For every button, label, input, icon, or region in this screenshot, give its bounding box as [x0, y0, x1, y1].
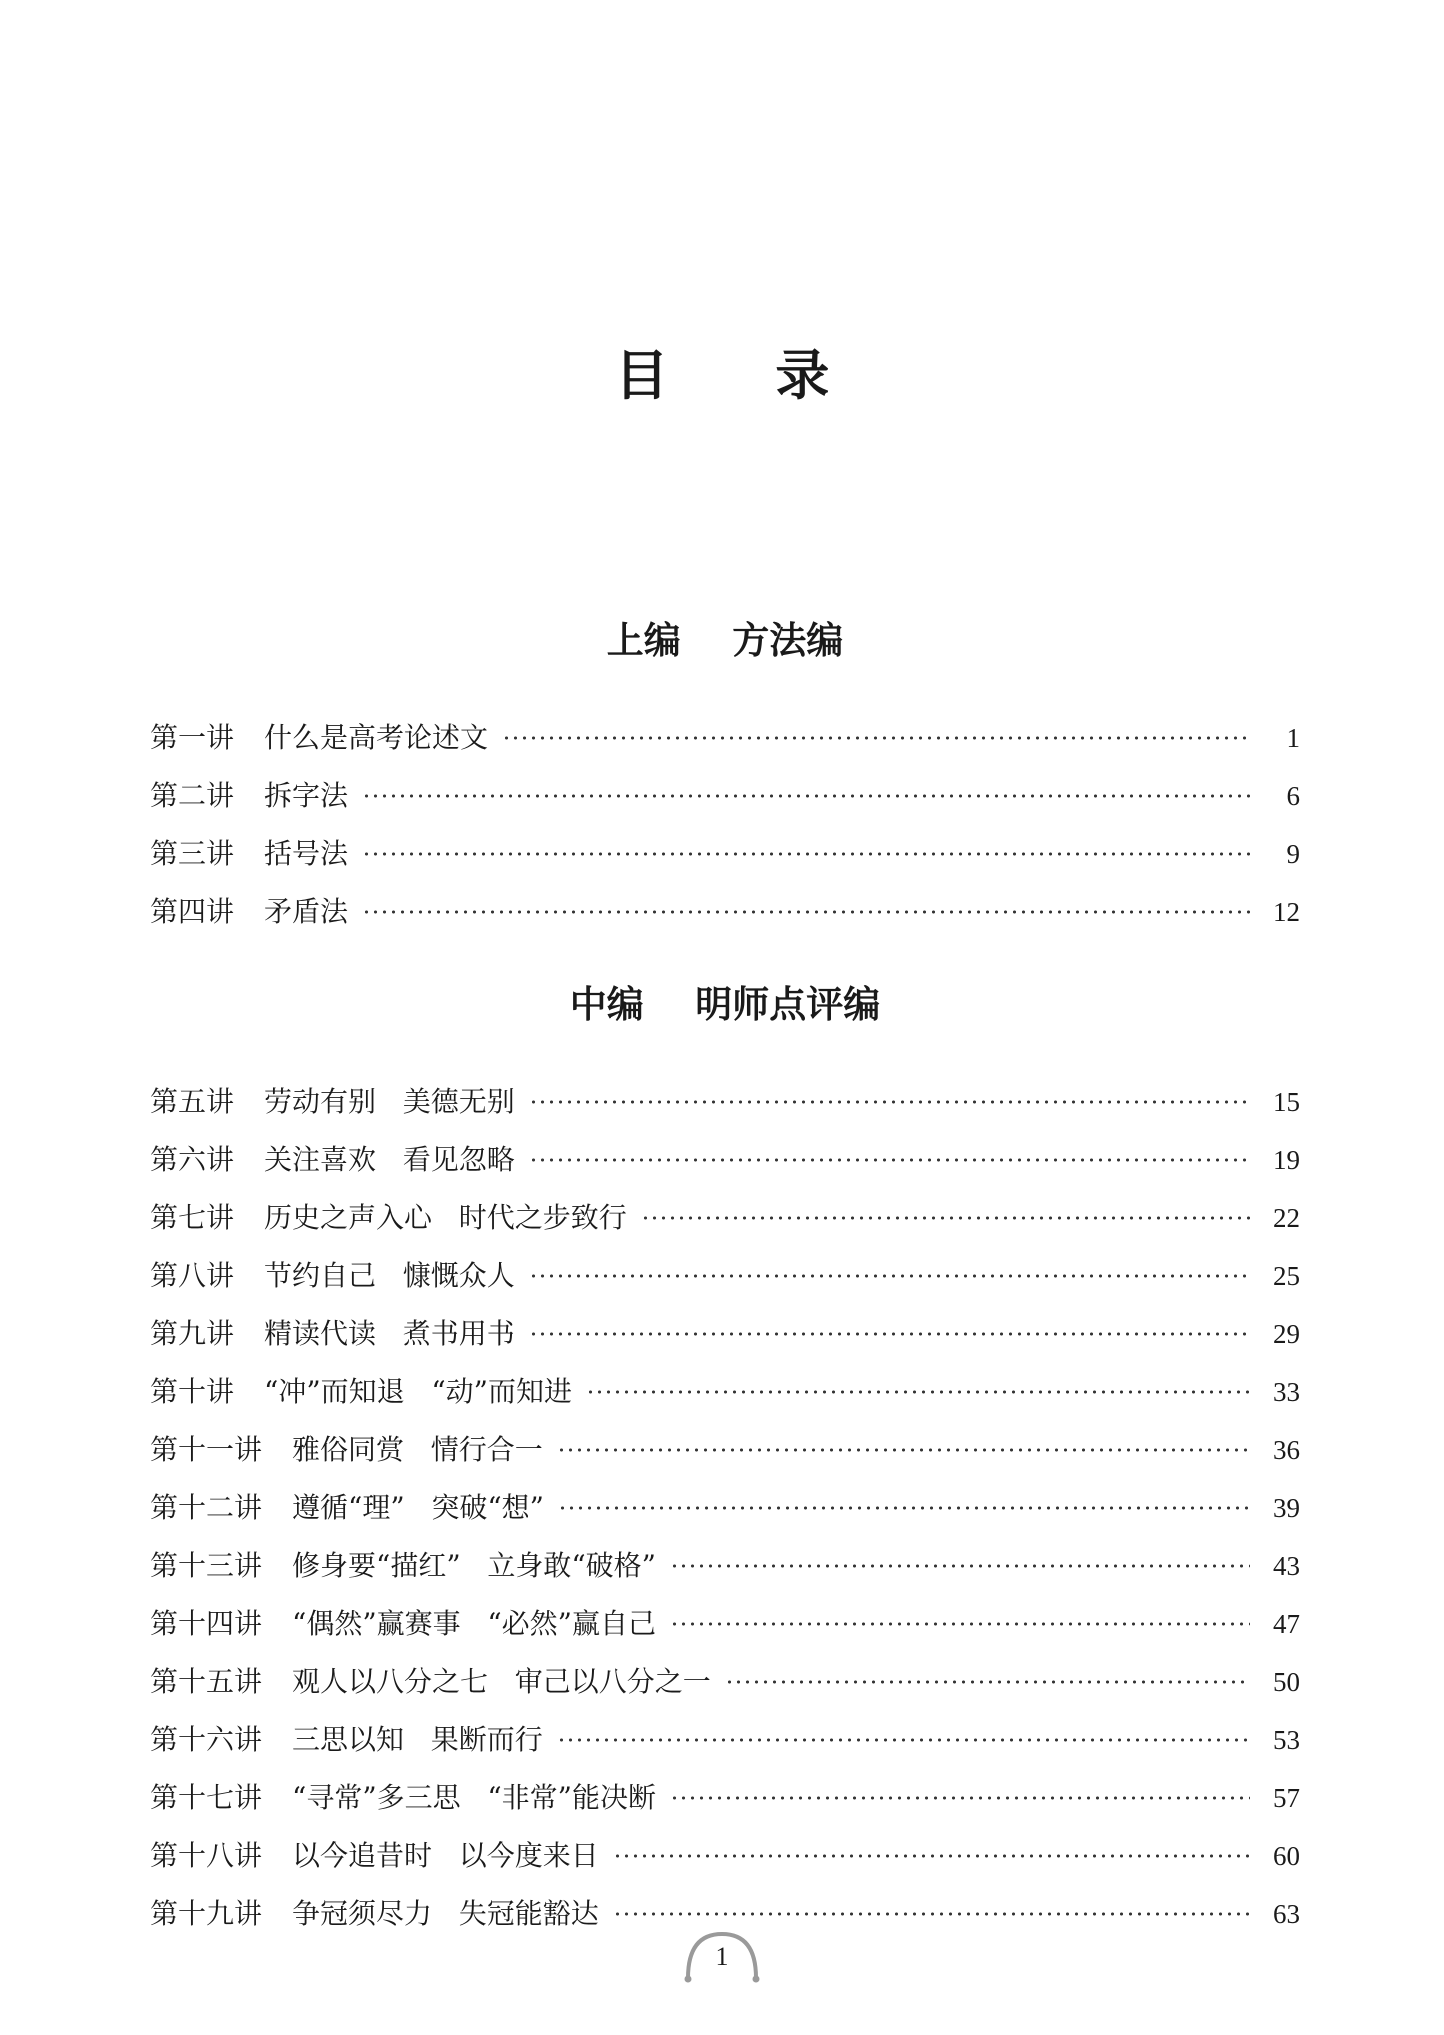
dot-leader	[557, 1737, 1250, 1743]
dot-leader	[502, 735, 1250, 741]
entry-page-number: 57	[1273, 1782, 1300, 1813]
entry-title: 什么是高考论述文	[264, 720, 489, 754]
toc-entry[interactable]	[150, 767, 1300, 825]
entry-title: “冲”而知退 “动”而知进	[264, 1374, 572, 1408]
toc-entry[interactable]	[150, 1247, 1300, 1305]
entry-title: 观人以八分之七 审己以八分之一	[292, 1664, 711, 1698]
toc-entry[interactable]	[150, 709, 1300, 767]
entry-chapter: 第十八讲	[150, 1838, 263, 1872]
entry-chapter: 第十三讲	[150, 1548, 263, 1582]
toc-entry[interactable]	[150, 1363, 1300, 1421]
dot-leader	[529, 1099, 1250, 1105]
entry-page-number: 43	[1273, 1550, 1300, 1581]
entry-title: 劳动有别 美德无别	[264, 1084, 515, 1118]
toc-entry[interactable]	[150, 1073, 1300, 1131]
section-middle	[150, 944, 1300, 1943]
entry-page-number: 19	[1273, 1144, 1300, 1175]
toc-entry[interactable]	[150, 1653, 1300, 1711]
entry-title: 雅俗同赏 情行合一	[292, 1432, 543, 1466]
dot-leader	[613, 1911, 1250, 1917]
entry-page-number: 12	[1273, 896, 1300, 927]
dot-leader	[362, 793, 1250, 799]
entry-page-number: 36	[1273, 1434, 1300, 1465]
toc-entry[interactable]	[150, 1537, 1300, 1595]
entry-title: 以今追昔时 以今度来日	[292, 1838, 599, 1872]
entry-page-number: 29	[1273, 1318, 1300, 1349]
entry-chapter: 第九讲	[150, 1316, 235, 1350]
toc-entry[interactable]	[150, 1769, 1300, 1827]
toc-entry[interactable]	[150, 825, 1300, 883]
dot-leader	[641, 1215, 1250, 1221]
entry-chapter: 第五讲	[150, 1084, 235, 1118]
entry-title: “寻常”多三思 “非常”能决断	[292, 1780, 656, 1814]
entry-chapter: 第十讲	[150, 1374, 235, 1408]
dot-leader	[670, 1621, 1250, 1627]
entry-title: 修身要“描红” 立身敢“破格”	[292, 1548, 656, 1582]
entry-chapter: 第十九讲	[150, 1896, 263, 1930]
dot-leader	[529, 1331, 1250, 1337]
entry-page-number: 63	[1273, 1898, 1300, 1929]
dot-leader	[558, 1505, 1250, 1511]
entry-page-number: 60	[1273, 1840, 1300, 1871]
page-folio	[682, 1928, 762, 1984]
section-upper	[150, 580, 1300, 941]
toc-entry[interactable]	[150, 1827, 1300, 1885]
entry-page-number: 15	[1273, 1086, 1300, 1117]
entry-title: 括号法	[264, 836, 349, 870]
entry-page-number: 33	[1273, 1376, 1300, 1407]
section-heading: 上编 方法编	[606, 618, 844, 662]
entry-chapter: 第十四讲	[150, 1606, 263, 1640]
entry-title: 精读代读 煮书用书	[264, 1316, 515, 1350]
section-heading: 中编 明师点评编	[569, 982, 881, 1026]
toc-entry[interactable]	[150, 1595, 1300, 1653]
dot-leader	[362, 851, 1250, 857]
page-title: 目 录	[614, 344, 874, 408]
toc-entry[interactable]	[150, 883, 1300, 941]
toc-list	[150, 1073, 1300, 1943]
entry-chapter: 第十一讲	[150, 1432, 263, 1466]
dot-leader	[613, 1853, 1250, 1859]
entry-chapter: 第七讲	[150, 1200, 235, 1234]
entry-chapter: 第十二讲	[150, 1490, 263, 1524]
page-number: 1	[715, 1942, 729, 1971]
toc-list	[150, 709, 1300, 941]
entry-page-number: 1	[1286, 722, 1300, 753]
entry-title: 遵循“理” 突破“想”	[292, 1490, 544, 1524]
dot-leader	[586, 1389, 1250, 1395]
entry-title: “偶然”赢赛事 “必然”赢自己	[292, 1606, 656, 1640]
toc-entry[interactable]	[150, 1421, 1300, 1479]
dot-leader	[670, 1795, 1250, 1801]
entry-title: 矛盾法	[264, 894, 349, 928]
entry-chapter: 第十五讲	[150, 1664, 263, 1698]
entry-chapter: 第一讲	[150, 720, 235, 754]
entry-title: 拆字法	[264, 778, 349, 812]
toc-entry[interactable]	[150, 1305, 1300, 1363]
entry-chapter: 第六讲	[150, 1142, 235, 1176]
toc-entry[interactable]	[150, 1711, 1300, 1769]
entry-title: 节约自己 慷慨众人	[264, 1258, 515, 1292]
entry-page-number: 6	[1286, 780, 1300, 811]
entry-chapter: 第十七讲	[150, 1780, 263, 1814]
entry-chapter: 第二讲	[150, 778, 235, 812]
dot-leader	[557, 1447, 1250, 1453]
entry-title: 三思以知 果断而行	[292, 1722, 543, 1756]
entry-page-number: 47	[1273, 1608, 1300, 1639]
toc-entry[interactable]	[150, 1479, 1300, 1537]
dot-leader	[725, 1679, 1250, 1685]
entry-chapter: 第三讲	[150, 836, 235, 870]
dot-leader	[529, 1273, 1250, 1279]
entry-page-number: 39	[1273, 1492, 1300, 1523]
entry-page-number: 9	[1286, 838, 1300, 869]
toc-entry[interactable]	[150, 1189, 1300, 1247]
toc-entry[interactable]	[150, 1131, 1300, 1189]
entry-chapter: 第四讲	[150, 894, 235, 928]
entry-chapter: 第十六讲	[150, 1722, 263, 1756]
entry-page-number: 25	[1273, 1260, 1300, 1291]
entry-title: 争冠须尽力 失冠能豁达	[292, 1896, 599, 1930]
dot-leader	[670, 1563, 1250, 1569]
entry-page-number: 50	[1273, 1666, 1300, 1697]
dot-leader	[362, 909, 1250, 915]
entry-chapter: 第八讲	[150, 1258, 235, 1292]
entry-page-number: 53	[1273, 1724, 1300, 1755]
entry-title: 历史之声入心 时代之步致行	[264, 1200, 627, 1234]
entry-page-number: 22	[1273, 1202, 1300, 1233]
entry-title: 关注喜欢 看见忽略	[264, 1142, 515, 1176]
dot-leader	[529, 1157, 1250, 1163]
